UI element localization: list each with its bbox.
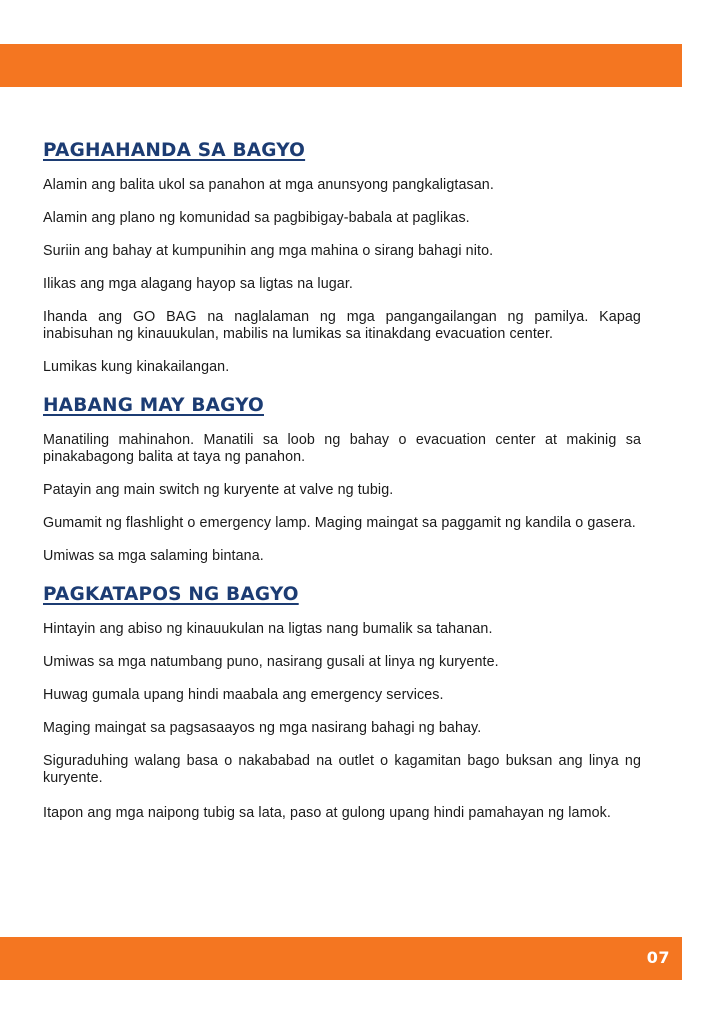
section-title: HABANG MAY BAGYO xyxy=(43,395,264,416)
list-item: Umiwas sa mga natumbang puno, nasirang gusali at linya ng kuryente. xyxy=(43,654,499,670)
top-header-band xyxy=(0,44,682,87)
list-item: Siguraduhing walang basa o nakababad na outlet o kagamitan bago buksan ang linya ng kuryente. xyxy=(43,753,641,786)
list-item: Huwag gumala upang hindi maabala ang emergency services. xyxy=(43,687,444,703)
list-item: Maging maingat sa pagsasaayos ng mga nasirang bahagi ng bahay. xyxy=(43,720,482,736)
footer-band xyxy=(0,937,682,980)
list-item: Suriin ang bahay at kumpunihin ang mga mahina o sirang bahagi nito. xyxy=(43,243,494,259)
list-item: Lumikas kung kinakailangan. xyxy=(43,359,230,375)
section-pagkatapos xyxy=(43,583,641,823)
list-item: Umiwas sa mga salaming bintana. xyxy=(43,548,264,564)
list-item: Manatiling mahinahon. Manatili sa loob ng bahay o evacuation center at makinig sa pinakabagong balita at taya ng panahon. xyxy=(43,432,641,465)
section-paghahanda xyxy=(43,139,641,376)
list-item: Hintayin ang abiso ng kinauukulan na ligtas nang bumalik sa tahanan. xyxy=(43,621,493,637)
section-title: PAGKATAPOS NG BAGYO xyxy=(43,584,299,605)
section-habang xyxy=(43,394,641,565)
list-item: Alamin ang plano ng komunidad sa pagbibigay-babala at paglikas. xyxy=(43,210,470,226)
page-number: 07 xyxy=(646,948,670,967)
page-content xyxy=(43,139,641,839)
list-item: Alamin ang balita ukol sa panahon at mga anunsyong pangkaligtasan. xyxy=(43,177,494,193)
section-title: PAGHAHANDA SA BAGYO xyxy=(43,140,306,161)
list-item: Gumamit ng flashlight o emergency lamp. Maging maingat sa paggamit ng kandila o gasera. xyxy=(43,515,636,531)
list-item: Ilikas ang mga alagang hayop sa ligtas na lugar. xyxy=(43,276,354,292)
list-item: Patayin ang main switch ng kuryente at valve ng tubig. xyxy=(43,482,394,498)
list-item: Ihanda ang GO BAG na naglalaman ng mga pangangailangan ng pamilya. Kapag inabisuhan ng kinauukulan, mabilis na lumikas sa itinakdang evacuation center. xyxy=(43,309,641,342)
list-item: Itapon ang mga naipong tubig sa lata, paso at gulong upang hindi pamahayan ng lamok. xyxy=(43,805,611,821)
